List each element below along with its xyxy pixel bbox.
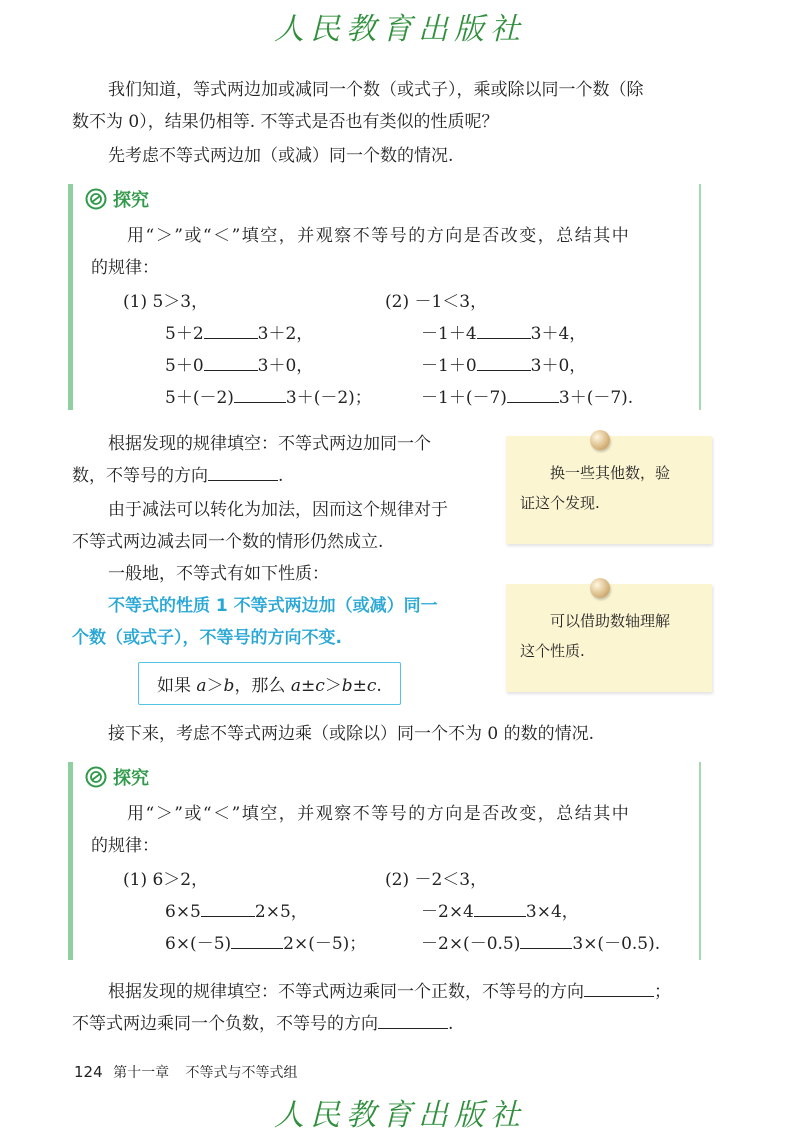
answer-blank[interactable] (204, 352, 258, 371)
explore1-c1-row3: 5＋(－2) 3＋(－2)； (165, 382, 372, 414)
body1-line-2: 数，不等号的方向 . (72, 460, 283, 492)
body2-line-2: 不等式两边乘同一个负数，不等号的方向 . (72, 1008, 453, 1040)
explore1-c1-row2: 5＋0 3＋0， (165, 350, 313, 382)
page-footer (74, 1062, 298, 1082)
body1-line-1: 根据发现的规律填空：不等式两边加同一个 (108, 434, 431, 454)
answer-blank[interactable] (520, 930, 572, 949)
body1-line-4: 不等式两边减去同一个数的情形仍然成立. (72, 532, 384, 552)
pin-icon (590, 578, 610, 598)
answer-blank[interactable] (584, 978, 654, 997)
answer-blank[interactable] (201, 898, 255, 917)
property1-line-1: 不等式的性质 1 不等式两边加（或减）同一 (108, 596, 438, 616)
explore2-c1-head: (1) 6＞2， (123, 870, 209, 890)
chapter-title: 不等式与不等式组 (185, 1065, 298, 1081)
explore1-c1-head: (1) 5＞3， (123, 292, 209, 312)
chapter-label: 第十一章 (113, 1065, 170, 1081)
note2-line-2: 这个性质. (520, 642, 585, 660)
explore2-instr-2: 的规律： (91, 836, 159, 856)
explore2-c2-row1: －2×4 3×4， (421, 896, 579, 928)
answer-blank[interactable] (477, 320, 531, 339)
explore2-c2-head: (2) －2＜3， (385, 870, 488, 890)
explore2-instr-1: 用“＞”或“＜”填空，并观察不等号的方向是否改变，总结其中 (127, 804, 631, 824)
explore-heading-1 (85, 186, 149, 212)
note1-line-1: 换一些其他数，验 (550, 464, 671, 482)
property1-line-2: 个数（或式子），不等号的方向不变. (72, 628, 342, 648)
explore-box-2 (68, 762, 701, 960)
next-line: 接下来，考虑不等式两边乘（或除以）同一个不为 0 的数的情况. (108, 724, 595, 744)
explore-title-1: 探究 (113, 190, 149, 211)
answer-blank[interactable] (507, 384, 559, 403)
body1-line-5: 一般地，不等式有如下性质： (108, 564, 329, 584)
explore1-c2-row3: －1＋(－7) 3＋(－7). (421, 382, 633, 414)
explore-heading-2 (85, 764, 149, 790)
explore1-instr-1: 用“＞”或“＜”填空，并观察不等号的方向是否改变，总结其中 (127, 226, 631, 246)
explore-title-2: 探究 (113, 768, 149, 789)
answer-blank[interactable] (208, 462, 278, 481)
explore-icon (85, 766, 107, 788)
explore2-c1-row1: 6×5 2×5， (165, 896, 308, 928)
body1-line-3: 由于减法可以转化为加法，因而这个规律对于 (108, 500, 448, 520)
publisher-logo-bottom: 人民教育出版社 (274, 1098, 526, 1133)
side-note-1 (506, 436, 712, 544)
explore1-c2-row1: －1＋4 3＋4， (421, 318, 586, 350)
note1-line-2: 证这个发现. (520, 494, 600, 512)
answer-blank[interactable] (234, 384, 286, 403)
publisher-logo: 人民教育出版社 (274, 12, 526, 47)
note2-line-1: 可以借助数轴理解 (550, 612, 671, 630)
explore1-c2-head: (2) －1＜3， (385, 292, 488, 312)
answer-blank[interactable] (477, 352, 531, 371)
explore1-c2-row2: －1＋0 3＋0， (421, 350, 586, 382)
explore2-c2-row2: －2×(－0.5) 3×(－0.5). (421, 928, 660, 960)
page-number: 124 (74, 1063, 103, 1081)
answer-blank[interactable] (474, 898, 526, 917)
pin-icon (590, 430, 610, 450)
explore-icon (85, 188, 107, 210)
explore1-c1-row1: 5＋2 3＋2， (165, 318, 313, 350)
intro-line-2: 数不为 0），结果仍相等. 不等式是否也有类似的性质呢？ (72, 112, 499, 132)
answer-blank[interactable] (231, 930, 283, 949)
body2-line-1: 根据发现的规律填空：不等式两边乘同一个正数，不等号的方向 ； (108, 976, 671, 1008)
answer-blank[interactable] (378, 1010, 448, 1029)
property1-formula: 如果 a＞b，那么 a±c＞b±c. (138, 662, 401, 705)
explore2-c1-row2: 6×(－5) 2×(－5)； (165, 928, 366, 960)
intro-line-3: 先考虑不等式两边加（或减）同一个数的情况. (108, 146, 454, 166)
side-note-2 (506, 584, 712, 692)
explore1-instr-2: 的规律： (91, 258, 159, 278)
intro-line-1: 我们知道，等式两边加或减同一个数（或式子），乘或除以同一个数（除 (108, 80, 644, 100)
explore-box-1 (68, 184, 701, 410)
answer-blank[interactable] (204, 320, 258, 339)
